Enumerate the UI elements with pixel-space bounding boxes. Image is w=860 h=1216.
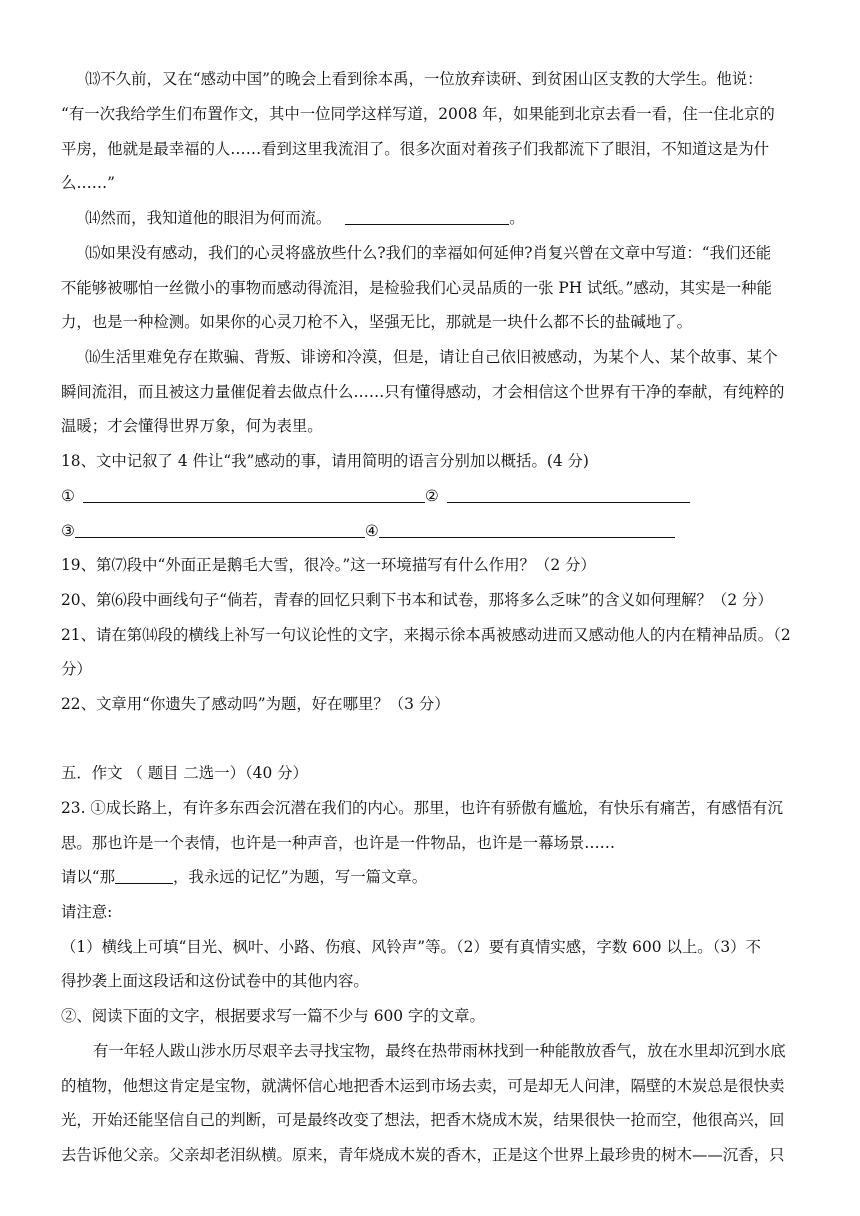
para-14	[85, 208, 525, 228]
title-prompt-start: 请以“那	[61, 868, 116, 886]
notice-label: 请注意:	[61, 903, 113, 921]
question-21-line-2: 分）	[61, 660, 92, 678]
para-14-text: ⒁然而，我知道他的眼泪为何而流。	[85, 209, 332, 227]
para-13-line-4: 么……”	[61, 174, 116, 192]
para-15-line-3: 力，也是一种检测。如果你的心灵刀枪不入，坚强无比，那就是一块什么都不长的盐碱地了。	[61, 313, 693, 331]
story-line-3: 光，开始还能坚信自己的判断，可是最终改变了想法，把香木烧成木炭，结果很快一抢而空，他很高兴，回	[61, 1111, 785, 1129]
question-22: 22、文章用“你遗失了感动吗”为题，好在哪里？（3 分）	[61, 695, 450, 713]
note-line-1: （1）横线上可填“目光、枫叶、小路、伤痕、风铃声”等。（2）要有真情实感，字数 600 以上。（3）不	[61, 938, 761, 956]
title-prompt-end: ，我永远的记忆”为题，写一篇文章。	[173, 868, 428, 886]
composition-heading: 五．作文 （ 题目 二选一）（40 分）	[61, 764, 308, 782]
para-16-line-2: 瞬间流泪，而且被这力量催促着去做点什么……只有懂得感动，才会相信这个世界有干净的奉献，有纯粹的	[61, 383, 785, 401]
answer-marker-3: ③	[61, 522, 75, 540]
para-15-line-1: ⒂如果没有感动，我们的心灵将盛放些什么?我们的幸福如何延伸?肖复兴曾在文章中写道：“我们还能	[85, 244, 772, 262]
question-23-line-2: 思。那也许是一个表情，也许是一种声音，也许是一件物品，也许是一幕场景……	[61, 834, 616, 852]
question-20: 20、第⑹段中画线句子“倘若，青春的回忆只剩下书本和试卷，那将多么乏味”的含义如何理解？（2 分）	[61, 591, 773, 609]
question-18-answer-row-2	[61, 521, 675, 541]
question-19: 19、第⑺段中“外面正是鹅毛大雪，很冷。”这一环境描写有什么作用？（2 分）	[61, 556, 596, 574]
para-13-line-2: “有一次我给学生们布置作文，其中一位同学这样写道，2008 年，如果能到北京去看一看，住一住北京的	[61, 105, 775, 123]
para-16-line-1: ⒃生活里难免存在欺骗、背叛、诽谤和冷漠，但是，请让自己依旧被感动，为某个人、某个故事、某个	[85, 348, 778, 366]
para-15-line-2: 不能够被哪怕一丝微小的事物而感动得流泪，是检验我们心灵品质的一张 PH 试纸。”感动，其实是一种能	[61, 279, 772, 297]
title-prompt	[61, 867, 427, 887]
para-16-line-3: 温暖；才会懂得世界万象，何为表里。	[61, 417, 323, 435]
question-18-answer-row-1	[61, 486, 690, 506]
answer-blank-4[interactable]	[379, 522, 675, 538]
para-13-line-3: 平房，他就是最幸福的人……看到这里我流泪了。很多次面对着孩子们我都流下了眼泪，不知道这是为什	[61, 140, 769, 158]
para-14-end: 。	[509, 209, 525, 227]
note-line-2: 得抄袭上面这段话和这份试卷中的其他内容。	[61, 972, 369, 990]
para-13-line-1: ⒀不久前，又在“感动中国”的晚会上看到徐本禹，一位放弃读研、到贫困山区支教的大学生。他说：	[85, 70, 763, 88]
story-line-2: 的植物，他想这肯定是宝物，就满怀信心地把香木运到市场去卖，可是却无人问津，隔壁的木炭总是很快卖	[61, 1077, 785, 1095]
story-line-4: 去告诉他父亲。父亲却老泪纵横。原来，青年烧成木炭的香木，正是这个世界上最珍贵的树木——沉香，只	[61, 1146, 785, 1164]
question-21-line-1: 21、请在第⒁段的横线上补写一句议论性的文字，来揭示徐本禹被感动进而又感动他人的内在精神品质。（2	[61, 626, 791, 644]
answer-blank-3[interactable]	[75, 522, 365, 538]
question-23-line-1: 23. ①成长路上，有许多东西会沉潜在我们的内心。那里，也许有骄傲有尴尬，有快乐有痛苦，有感悟有沉	[61, 799, 783, 817]
option-2: ②、阅读下面的文字，根据要求写一篇不少与 600 字的文章。	[61, 1007, 485, 1025]
question-18: 18、文中记叙了 4 件让“我”感动的事，请用简明的语言分别加以概括。(4 分)	[61, 452, 589, 470]
answer-marker-4: ④	[364, 522, 379, 540]
answer-marker-2: ②	[424, 487, 439, 505]
story-line-1: 有一年轻人跋山涉水历尽艰辛去寻找宝物，最终在热带雨林找到一种能散放香气，放在水里却沉到水底	[93, 1042, 786, 1060]
answer-marker-1: ①	[61, 487, 75, 505]
title-blank[interactable]	[115, 868, 173, 884]
answer-blank-2[interactable]	[447, 487, 690, 503]
para-14-answer-blank[interactable]	[345, 209, 509, 225]
answer-blank-1[interactable]	[83, 487, 425, 503]
